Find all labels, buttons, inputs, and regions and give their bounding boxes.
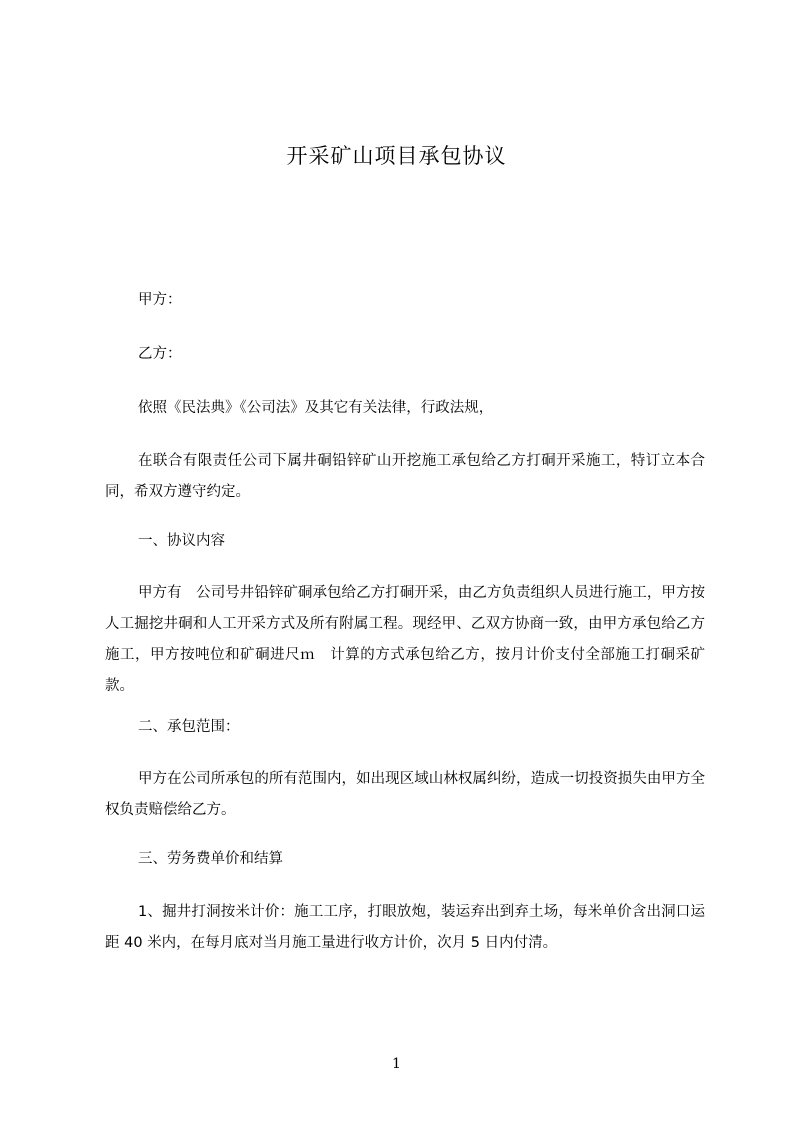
section-1-paragraph: 甲方有 公司号井铅锌矿硐承包给乙方打硐开采，由乙方负责组织人员进行施工，甲方按人工掘挖井硐和人工开采方式及所有附属工程。现经甲、乙双方协商一致，由甲方承包给乙方施工，甲方按吨位和矿硐进尺ｍ 计算的方式承包给乙方，按月计价支付全部施工打硐采矿款。 bbox=[105, 585, 705, 694]
section-2-paragraph: 甲方在公司所承包的所有范围内，如出现区域山林权属纠纷，造成一切投资损失由甲方全权负责赔偿给乙方。 bbox=[105, 771, 705, 818]
party-a-label: 甲方： bbox=[138, 292, 182, 308]
section-3-heading: 三、劳务费单价和结算 bbox=[138, 851, 283, 867]
section-2-heading: 二、承包范围： bbox=[138, 719, 240, 735]
intro-paragraph: 在联合有限责任公司下属井硐铅锌矿山开挖施工承包给乙方打硐开采施工，特订立本合同，希双方遵守约定。 bbox=[105, 453, 705, 500]
page-number: 1 bbox=[392, 1056, 401, 1072]
legal-basis-line: 依照《民法典》《公司法》及其它有关法律，行政法规， bbox=[138, 400, 494, 416]
party-b-label: 乙方： bbox=[138, 346, 182, 362]
section-1-heading: 一、协议内容 bbox=[138, 533, 225, 549]
section-3-item-1: 1、掘井打洞按米计价：施工工序，打眼放炮，装运弃出到弃土场，每米单价含出洞口运距 40 米内，在每月底对当月施工量进行收方计价，次月 5 日内付清。 bbox=[105, 904, 705, 951]
document-title: 开采矿山项目承包协议 bbox=[286, 144, 507, 168]
